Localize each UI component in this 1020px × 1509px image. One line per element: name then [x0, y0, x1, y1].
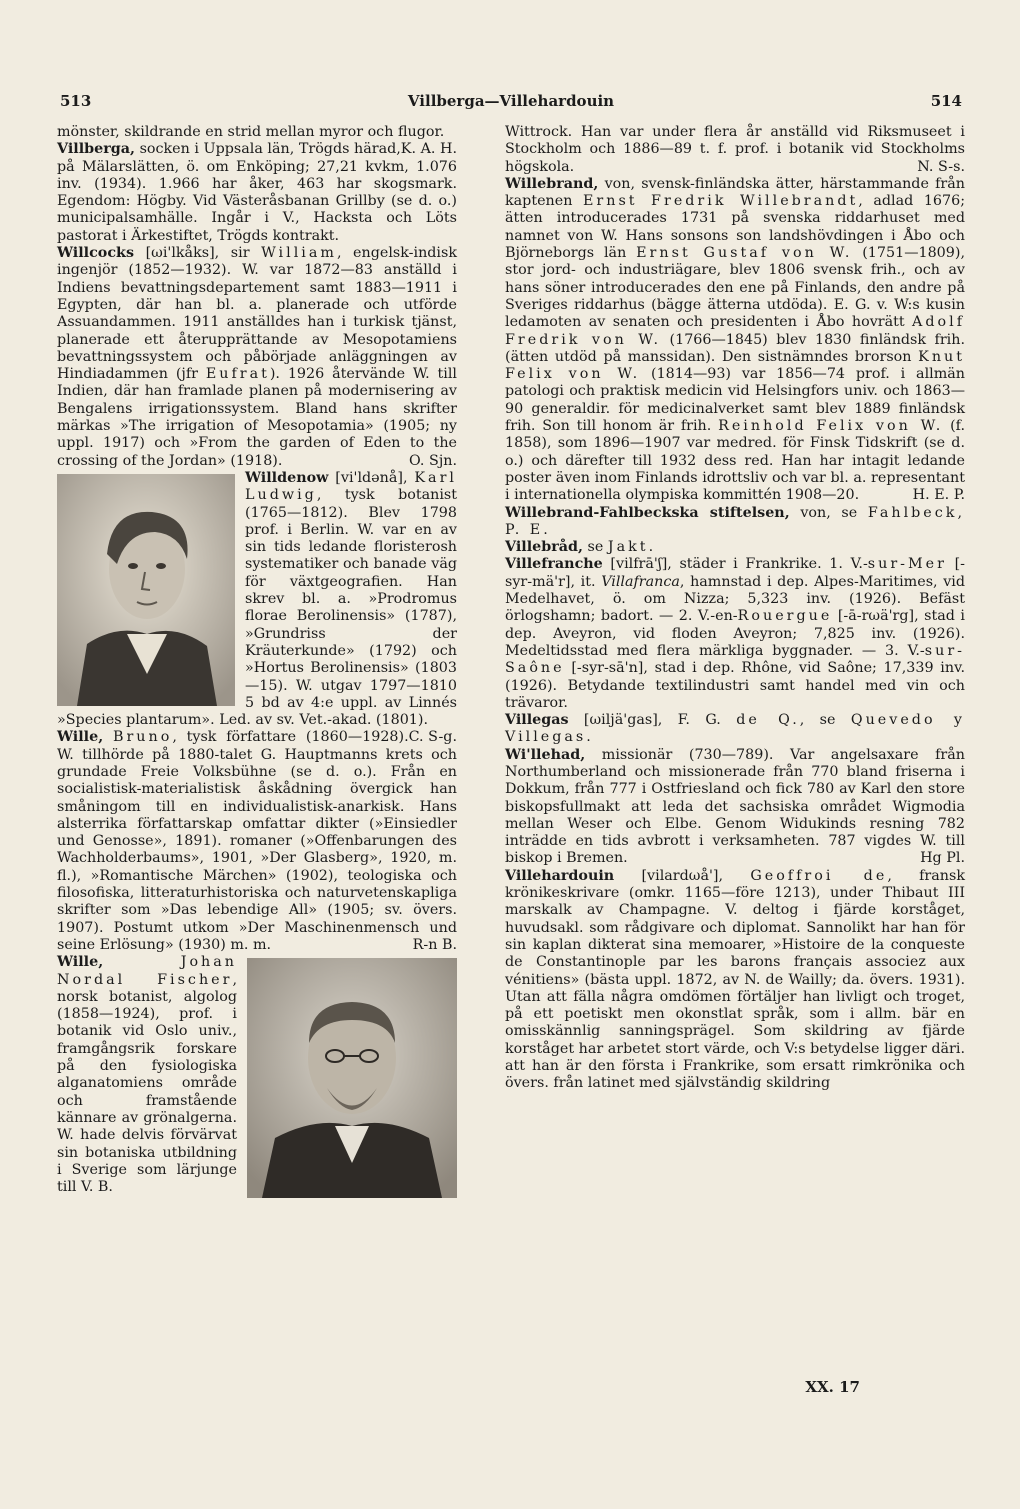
running-title: Villberga—Villehardouin: [407, 92, 615, 110]
entry-villegas: Villegas [ωiljä'gas], F. G. de Q., se Quevedo y Villegas.: [505, 712, 966, 746]
signature: Hg Pl.: [920, 850, 965, 867]
right-column: [505, 124, 965, 1093]
signature: R-n B.: [412, 936, 457, 953]
left-column: [57, 124, 457, 1202]
entry-wille-bruno: Wille, Bruno, tysk författare (1860—1928). W. tillhörde på 1880-talet G. Hauptmanns krets och grundade Freie Volksbühne (se d. o.). Från en socialistisk-materialistisk åskådning övergick han småningom till en individualistisk-anarkisk. Hans alsterrika författarskap omfattar dikter (»Einsiedler und Genosse», 1891). romaner (»Offenbarungen des Wachholderbaums», 1901, »Der Glasberg», 1920, m. fl.), »Romantische Märchen» (1902), teologiska och filosofiska, litteraturhistoriska och naturvetenskapliga skrifter som »Das lebendige All» (1905; sv. övers. 1907). Postumt utkom »Der Maschinenmensch und seine Erlösung» (1930) m. m. R-n B.: [57, 729, 457, 953]
headword: Wille,: [57, 729, 104, 746]
entry-villebrad: Villebråd, se Jakt.: [505, 539, 654, 556]
headword: Villberga,: [57, 141, 135, 158]
signature: H. E. P.: [912, 487, 965, 504]
entry-willcocks: Willcocks [ωi'lkåks], sir William, engelsk-indisk ingenjör (1852—1932). W. var 1872—83 anställd i Indiens bevattningsdepartement samt 1883—1911 i Egypten, där han bl. a. planerade och utförde Assuandammen. 1911 anställdes han i turkisk tjänst, planerade ett återupprättande av Mesopotamiens bevattningssystem och påbörjade anläggningen av Hindiadammen (jfr Eufrat). 1926 återvände W. till Indien, där han framlade planen på modernisering av Bengalens irrigationssystem. Bland hans skrifter märkas »The irrigation of Mesopotamia» (1905; ny uppl. 1917) och »From the garden of Eden to the crossing of the Jordan» (1918). O. Sjn.: [57, 245, 458, 469]
headword: Wi'llehad,: [505, 746, 586, 763]
entry-wille-johan: Wille, Johan Nordal Fischer, norsk botanist, algolog (1858—1924), prof. i botanik vid Oslo univ., framgångsrik forskare på den fysiologiska alganatomiens område och framstående kännare av grönalgerna. W. hade delvis förvärvat sin botaniska utbildning i Sverige som lärjunge till V. B.: [57, 954, 457, 1196]
entry-villberga: Villberga, socken i Uppsala län, Trögds härad, på Mälarslätten, ö. om Enköping; 27,21 kvkm, 1.076 inv. (1934). 1.966 har åker, 463 har skogsmark. Egendom: Högby. Vid Västeråsbanan Grillby (se d. o.) municipalsamhälle. Ingår i V., Hacksta och Löts pastorat i Ärkestiftet, Trögds kontrakt.: [57, 141, 457, 244]
page-header: [60, 92, 962, 116]
signature: C. S-g.: [408, 729, 457, 746]
signature: O. Sjn.: [409, 452, 457, 469]
portrait-photo-icon: [247, 958, 457, 1198]
headword: Wille,: [57, 954, 104, 971]
entry-willebrand-fahlbeck: Willebrand-Fahlbeckska stiftelsen, von, se Fahlbeck, P. E.: [505, 504, 965, 538]
entry-willdenow: Willdenow [vi'ldənå], Karl Ludwig, tysk botanist (1765—1812). Blev 1798 prof. i Berlin. W. var en av sin tids ledande floristerosh systematiker och banade väg för växtgeografien. Han skrev bl. a. »Prodromus florae Berolinensis» (1787), »Grundriss der Kräuterkunde» (1792) och »Hortus Berolinensis» (1803—15). W. utgav 1797—1810 5 bd av 4:e uppl. av Linnés »Species plantarum». Led. av sv. Vet.-akad. (1801). C. S-g.: [57, 469, 457, 746]
headword: Villehardouin: [505, 867, 615, 884]
headword: Villebråd,: [505, 539, 583, 556]
sheet-signature: XX. 17: [805, 1378, 860, 1396]
entry-continuation-right: Wittrock. Han var under flera år anställd vid Riksmuseet i Stockholm och 1886—89 t. f. prof. i botanik vid Stockholms högskola. N. S-s.: [505, 124, 965, 175]
entry-continuation: mönster, skildrande en strid mellan myror och flugor. K. A. H.: [57, 124, 457, 158]
page-number-right: 514: [930, 92, 962, 110]
entry-willehad: Wi'llehad, missionär (730—789). Var angelsaxare från Northumberland och missionerade från 770 bland friserna i Dokkum, från 777 i Ostfriesland och fick 780 av Karl den store biskopsfullmakt att leda det sachsiska området Wigmodia mellan Weser och Elbe. Genom Widukinds resning 782 inträdde en tids avbrott i verksamheten. 787 vigdes W. till biskop i Bremen. Hg Pl.: [505, 746, 965, 867]
signature: N. S-s.: [917, 158, 965, 175]
headword: Willdenow: [245, 469, 329, 486]
headword: Villefranche: [505, 556, 603, 573]
headword: Willebrand,: [505, 175, 599, 192]
portrait-willdenow: [57, 474, 235, 706]
headword: Villegas: [505, 712, 569, 729]
portrait-engraving-icon: [57, 474, 235, 706]
signature: K. A. H.: [400, 141, 457, 158]
portrait-wille: [247, 958, 457, 1198]
headword: Willcocks: [57, 245, 134, 262]
entry-willebrand: Willebrand, von, svensk-finländska ätter, härstammande från kaptenen Ernst Fredrik Willebrandt, adlad 1676; ätten introducerades 1731 på svenska riddarhuset med namnet von W. Hans sonsons son landshövdingen i Åbo och Björneborgs län Ernst Gustaf von W. (1751—1809), stor jord- och industriägare, blev 1806 svensk frih., och av hans söner introducerades den ene på Finlands, den andre på Sveriges riddarhus (bägge ätterna utdöda). E. G. v. W:s kusin ledamoten av senaten och presidenten i Åbo hovrätt Adolf Fredrik von W. (1766—1845) blev 1830 finländsk frih. (ätten utdöd på manssidan). Den sistnämndes brorson Knut Felix von W. (1814—93) var 1856—74 prof. i allmän patologi och praktisk medicin vid Helsingfors univ. och 1863—90 generaldir. för medicinalverket samt blev 1889 finländsk frih. Son till honom är frih. Reinhold Felix von W. (f. 1858), som 1896—1907 var medred. för Finsk Tidskrift (se d. o.) och därefter till 1932 dess red. Han har intagit ledande poster även inom Finlands idrottsliv och var bl. a. representant i internationella olympiska kommittén 1908—20. H. E. P.: [505, 175, 966, 504]
entry-villehardouin: Villehardouin [vilardωå'], Geoffroi de, fransk krönikeskrivare (omkr. 1165—före 1213), under Thibaut III marskalk av Champagne. V. deltog i fjärde korståget, huvudsakl. som rådgivare och diplomat. Sannolikt har han för sin kaplan dikterat sina memoarer, »Histoire de la conqueste de Constantinople par les barons français associez aux vénitiens» (bästa uppl. 1872, av N. de Wailly; da. övers. 1931). Utan att fälla några omdömen förtäljer han livligt och troget, på ett poetiskt men okonstlat språk, som i allm. bär en omisskännlig sanningsprägel. Som skildring av fjärde korståget har arbetet stort värde, och V:s betydelse ligger däri. att han är den första i Frankrike, som ersatt rimkrönika och övers. från latinet med självständig skildring: [505, 867, 966, 1092]
page-number-left: 513: [60, 92, 92, 110]
headword: Willebrand-Fahlbeckska stiftelsen,: [505, 504, 790, 521]
entry-villefranche: Villefranche [vilfrā'ʃ], städer i Frankrike. 1. V.-sur-Mer [-syr-mä'r], it. Villafranca, hamnstad i dep. Alpes-Maritimes, vid Medelhavet, ö. om Nizza; 5,323 inv. (1926). Befäst örlogshamn; badort. — 2. V.-en-Rouergue [-ā-rωä'rg], stad i dep. Aveyron, vid floden Aveyron; 7,825 inv. (1926). Medeltidsstad med flera märkliga byggnader. — 3. V.-sur-Saône [-syr-sā'n], stad i dep. Rhône, vid Saône; 17,339 inv. (1926). Betydande textilindustri samt handel med vin och trävaror.: [505, 556, 966, 711]
